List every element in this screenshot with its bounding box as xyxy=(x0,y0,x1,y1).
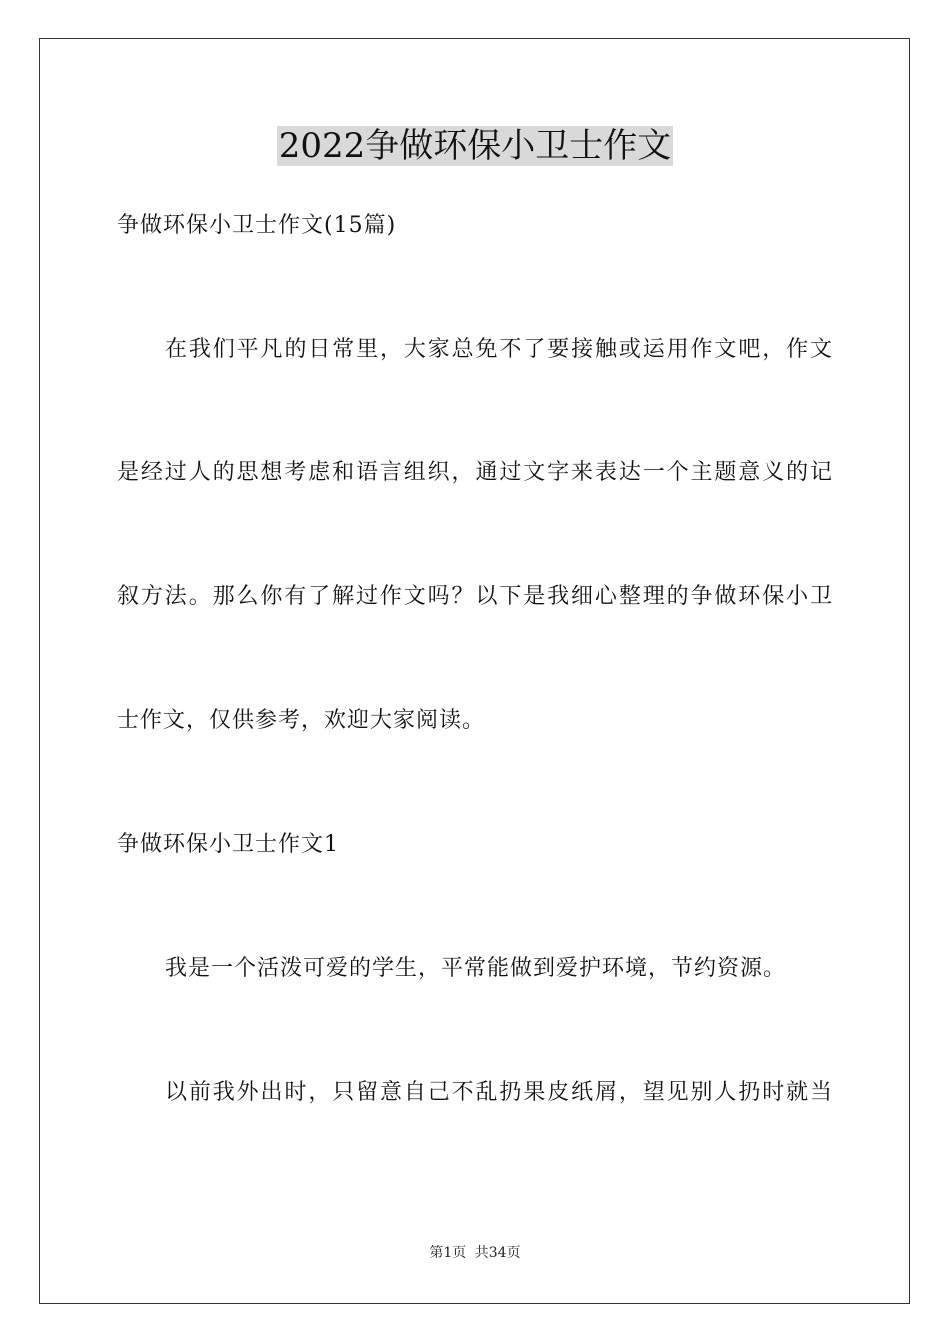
intro-line-1: 在我们平凡的日常里，大家总免不了要接触或运用作文吧，作文 xyxy=(165,337,833,362)
intro-line-4: 士作文，仅供参考，欢迎大家阅读。 xyxy=(117,708,486,733)
section-heading: 争做环保小卫士作文1 xyxy=(117,832,339,857)
total-pages: 共34页 xyxy=(474,1245,521,1261)
document-subtitle: 争做环保小卫士作文(15篇) xyxy=(117,213,397,238)
intro-line-2: 是经过人的思想考虑和语言组织，通过文字来表达一个主题意义的记 xyxy=(117,460,833,485)
body-line-2: 以前我外出时，只留意自己不乱扔果皮纸屑，望见别人扔时就当 xyxy=(165,1080,833,1105)
page-number: 第1页 xyxy=(429,1245,467,1261)
page-footer xyxy=(0,1243,950,1263)
title-container xyxy=(0,126,950,166)
body-line-1: 我是一个活泼可爱的学生，平常能做到爱护环境，节约资源。 xyxy=(165,956,787,981)
intro-line-3: 叙方法。那么你有了解过作文吗？以下是我细心整理的争做环保小卫 xyxy=(117,584,833,609)
document-title: 2022争做环保小卫士作文 xyxy=(278,126,672,166)
